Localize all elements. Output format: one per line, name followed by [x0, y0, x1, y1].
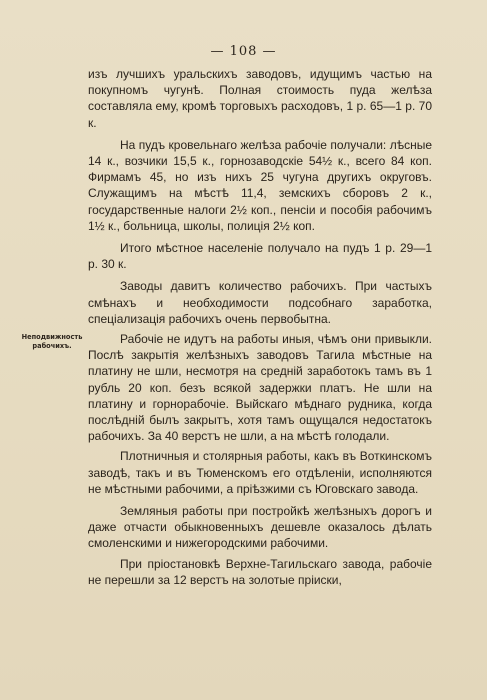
- body-text: [88, 66, 432, 588]
- paragraph-1: изъ лучшихъ уральскихъ заводовъ, идущимъ частью на покупномъ чугунѣ. Полная стоимость пуда желѣза составляла ему, кромѣ торговыхъ расходовъ, 1 р. 65—1 р. 70 к.: [88, 67, 432, 130]
- margin-note: Неподвижность рабочихъ.: [21, 333, 83, 350]
- paragraph-6: Плотничныя и столярныя работы, какъ въ Воткинскомъ заводѣ, такъ и въ Тюменскомъ его отдѣленіи, исполняются не мѣстными рабочими, а пріѣзжими съ Юговскаго завода.: [88, 449, 432, 496]
- paragraph-8: При пріостановкѣ Верхне-Тагильскаго завода, рабочіе не перешли за 12 верстъ на золотые пріиски,: [88, 556, 432, 587]
- paragraph-2: На пудъ кровельнаго желѣза рабочіе получали: лѣсные 14 к., возчики 15,5 к., горнозаводскіе 54½ к., всего 84 коп. Фирмамъ 45, но изъ нихъ 25 чугуна другихъ округовъ. Служащимъ на мѣстѣ 11,4, земскихъ сборовъ 2 к., государственные налоги 2½ коп., пенсіи и пособія рабочимъ 1½ к., больница, школы, полиція 2½ коп.: [88, 137, 432, 233]
- paragraph-7: Земляныя работы при постройкѣ желѣзныхъ дорогъ и даже отчасти обыкновенныхъ дешевле оказалось дѣлать смоленскими и нижегородскими рабочими.: [88, 504, 432, 551]
- paragraph-3: Итого мѣстное населеніе получало на пудъ 1 р. 29—1 р. 30 к.: [88, 241, 432, 272]
- paragraph-4: Заводы давитъ количество рабочихъ. При частыхъ смѣнахъ и необходимости подсобнаго заработка, спеціализація рабочихъ очень первобытна.: [88, 279, 432, 326]
- paragraph-5: Рабочіе не идутъ на работы иныя, чѣмъ они привыкли. Послѣ закрытія желѣзныхъ заводовъ Тагила мѣстные на платину не шли, несмотря на средній заработокъ тамъ въ 1 рубль 20 коп. безъ всякой задержки платъ. Не шли на платину и горнорабочіе. Выйскаго мѣднаго рудника, когда послѣдній былъ закрытъ, хотя тамъ ощущался недостатокъ рабочихъ. За 40 верстъ не шли, а на мѣстѣ голодали.: [88, 332, 432, 444]
- page-number: — 108 —: [210, 44, 277, 59]
